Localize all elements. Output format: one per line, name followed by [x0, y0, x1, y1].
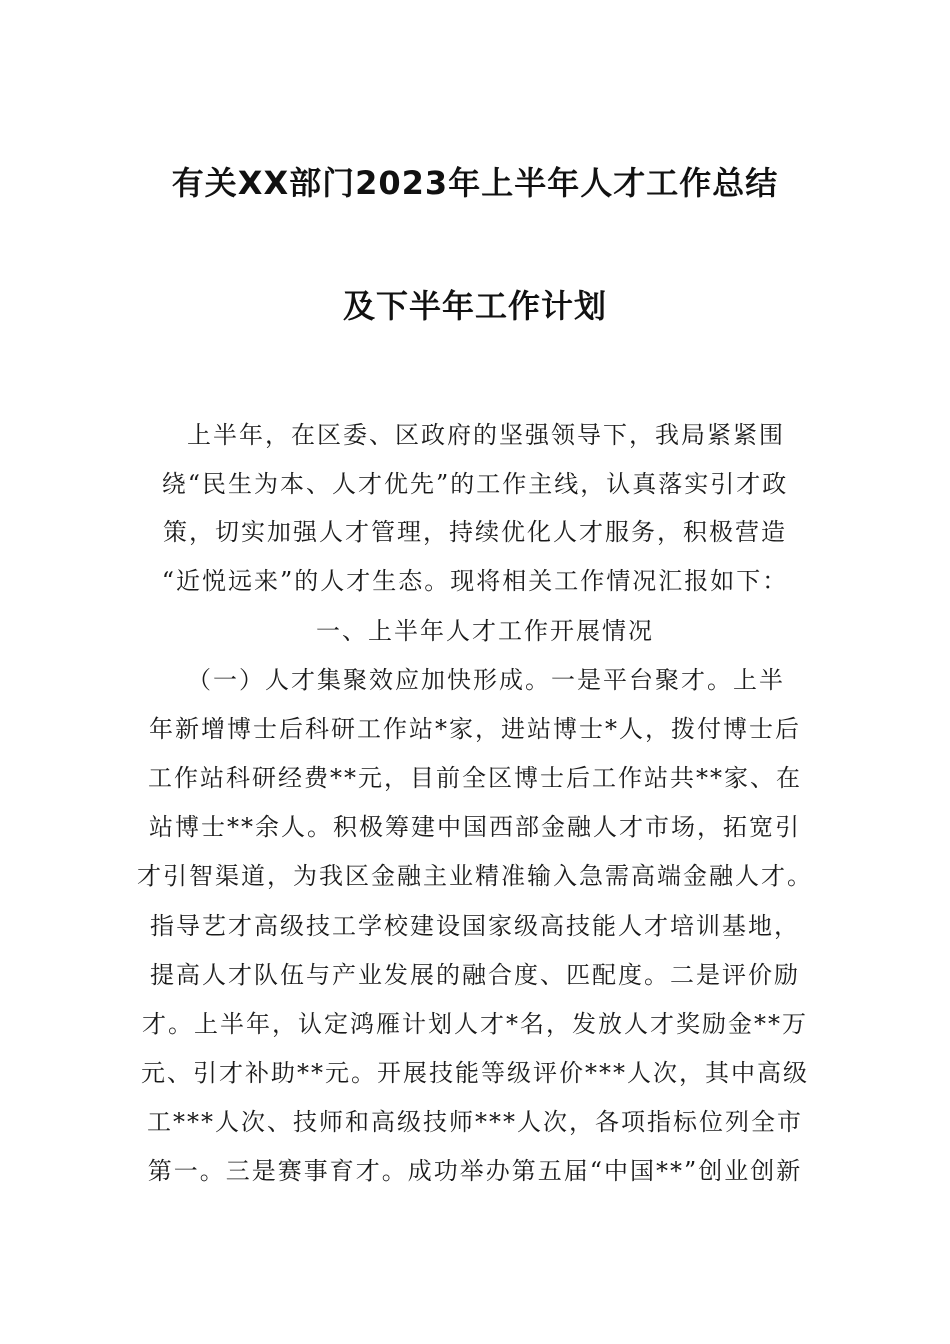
body-line: 指导艺才高级技工学校建设国家级高技能人才培训基地， [150, 912, 800, 940]
body-line: 才引智渠道，为我区金融主业精准输入急需高端金融人才。 [137, 862, 813, 890]
body-line: 第一。三是赛事育才。成功举办第五届“中国**”创业创新 [147, 1157, 803, 1185]
body-line: 工***人次、技师和高级技师***人次，各项指标位列全市 [147, 1108, 803, 1136]
body-line: 绕“民生为本、人才优先”的工作主线，认真落实引才政 [161, 470, 789, 498]
body-line: 元、引才补助**元。开展技能等级评价***人次，其中高级 [141, 1059, 809, 1087]
body-line: “近悦远来”的人才生态。现将相关工作情况汇报如下： [161, 567, 789, 595]
body-line: 策，切实加强人才管理，持续优化人才服务，积极营造 [163, 518, 787, 546]
body-line: 提高人才队伍与产业发展的融合度、匹配度。二是评价励 [150, 961, 800, 989]
body-line: 上半年，在区委、区政府的坚强领导下，我局紧紧围 [187, 421, 785, 449]
document-title-line-1: 有关XX部门2023年上半年人才工作总结 [171, 164, 779, 202]
body-line: 年新增博士后科研工作站*家，进站博士*人，拨付博士后 [149, 715, 801, 743]
body-line: 才。上半年，认定鸿雁计划人才*名，发放人才奖励金**万 [142, 1010, 808, 1038]
body-line: 工作站科研经费**元，目前全区博士后工作站共**家、在 [148, 764, 802, 792]
body-line: 站博士**余人。积极筹建中国西部金融人才市场，拓宽引 [149, 813, 801, 841]
document-title-line-2: 及下半年工作计划 [342, 287, 607, 325]
section-heading: 一、上半年人才工作开展情况 [316, 617, 654, 645]
body-line: （一）人才集聚效应加快形成。一是平台聚才。上半 [187, 666, 785, 694]
